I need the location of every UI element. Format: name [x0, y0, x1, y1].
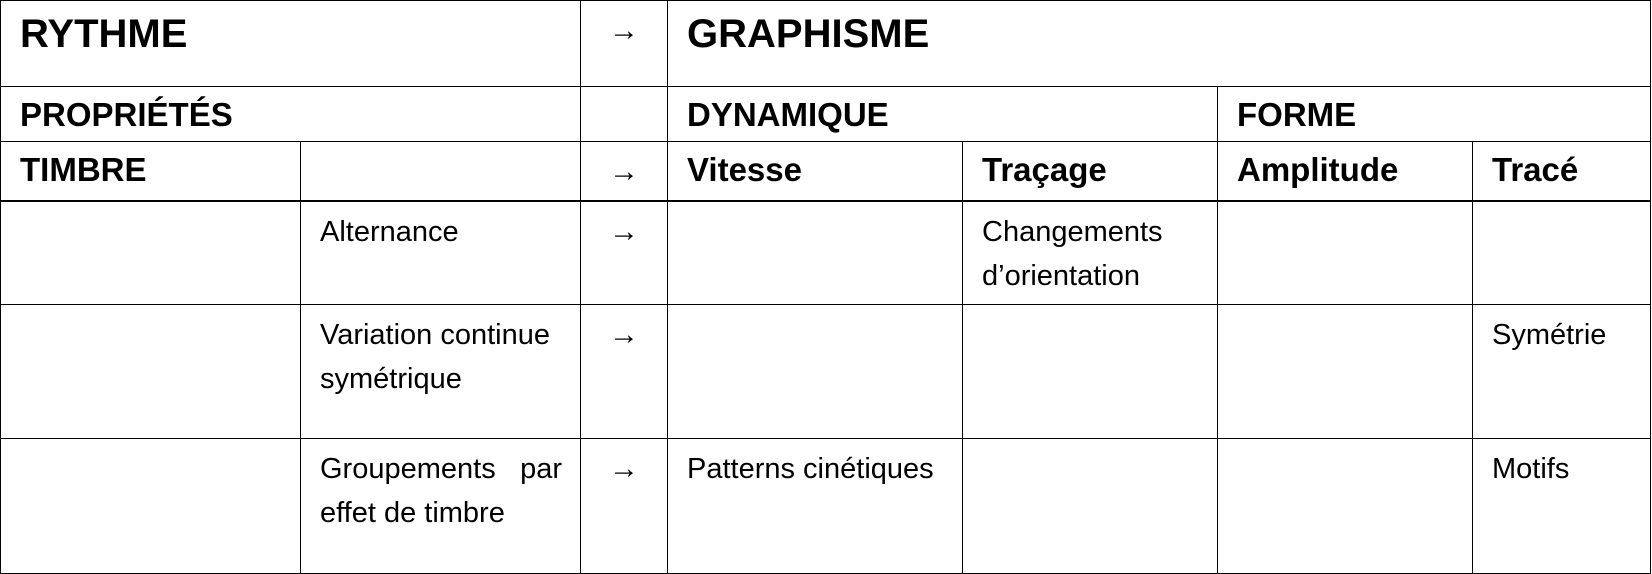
rhythm-title: RYTHME	[1, 1, 581, 87]
header-row	[1, 1, 1651, 87]
tracing-cell	[963, 439, 1218, 574]
row-arrow: →	[581, 439, 668, 574]
subheader-row	[1, 87, 1651, 142]
graphism-title: GRAPHISME	[668, 1, 1651, 87]
property-cell: Groupements par effet de timbre	[301, 439, 581, 574]
subheader-arrow-empty	[581, 87, 668, 142]
property-cell: Alternance	[301, 201, 581, 305]
dynamics-header: DYNAMIQUE	[668, 87, 1218, 142]
header-arrow: →	[581, 1, 668, 87]
timbre-cell	[1, 305, 301, 439]
row-arrow: →	[581, 201, 668, 305]
amplitude-cell	[1218, 305, 1473, 439]
tracing-cell: Changements d’orientation	[963, 201, 1218, 305]
column-header-arrow: →	[581, 142, 668, 202]
row-arrow: →	[581, 305, 668, 439]
trace-cell: Motifs	[1473, 439, 1651, 574]
amplitude-cell	[1218, 439, 1473, 574]
timbre-cell	[1, 439, 301, 574]
speed-cell: Patterns cinétiques	[668, 439, 963, 574]
trace-header: Tracé	[1473, 142, 1651, 202]
speed-cell	[668, 201, 963, 305]
timbre-cell	[1, 201, 301, 305]
amplitude-cell	[1218, 201, 1473, 305]
tracing-cell	[963, 305, 1218, 439]
tracing-header: Traçage	[963, 142, 1218, 202]
speed-header: Vitesse	[668, 142, 963, 202]
table-row	[1, 439, 1651, 574]
table-row	[1, 201, 1651, 305]
trace-cell	[1473, 201, 1651, 305]
property-cell: Variation continue symétrique	[301, 305, 581, 439]
speed-cell	[668, 305, 963, 439]
form-header: FORME	[1218, 87, 1651, 142]
column-header-empty	[301, 142, 581, 202]
properties-header: PROPRIÉTÉS	[1, 87, 581, 142]
column-header-row	[1, 142, 1651, 202]
table-row	[1, 305, 1651, 439]
amplitude-header: Amplitude	[1218, 142, 1473, 202]
timbre-header: TIMBRE	[1, 142, 301, 202]
trace-cell: Symétrie	[1473, 305, 1651, 439]
